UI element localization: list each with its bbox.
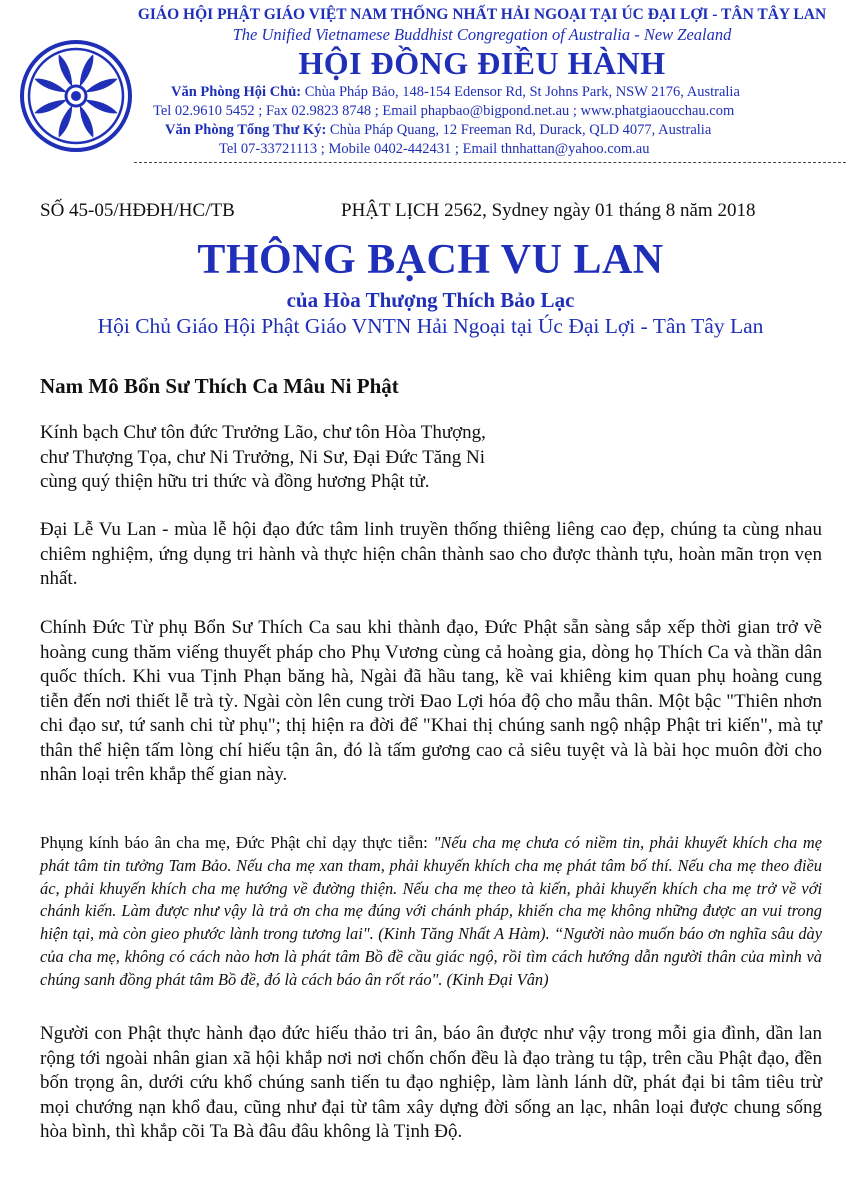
dharma-wheel-icon (18, 38, 134, 154)
greeting-line: chư Thượng Tọa, chư Ni Trưởng, Ni Sư, Đại Đức Tăng Ni (40, 446, 485, 468)
greeting-line: cùng quý thiện hữu tri thức và đồng hương Phật tử. (40, 471, 430, 492)
greeting (40, 421, 822, 495)
document-subtitle-author: của Hòa Thượng Thích Bảo Lạc (286, 288, 575, 312)
greeting-line: Kính bạch Chư tôn đức Trưởng Lão, chư tôn Hòa Thượng, (40, 422, 486, 443)
wheel-spoke (76, 53, 96, 88)
paragraph-3 (40, 832, 822, 992)
office2-line (165, 122, 711, 139)
paragraph-4: Người con Phật thực hành đạo đức hiếu thảo tri ân, báo ân được như vậy trong mỗi gia đình, dần lan rộng tới ngoài nhân gian xã hội khắp nơi nơi chốn chốn đều là đạo tràng tu tập, trên cầu Phật đạo, đền bốn trọng ân, dưới cứu khổ chúng sanh tiến tu đạo nghiệp, làm lành lánh dữ, phát đại bi tâm tiêu trừ mọi chướng nạn khổ đau, cũng như đại từ tâm xây dựng đời sống an lạc, nhân loại được chung sống hòa bình, thì khắp cõi Ta Bà đâu đâu không là Tịnh Độ. (40, 1023, 822, 1142)
organization-name-vn: GIÁO HỘI PHẬT GIÁO VIỆT NAM THỐNG NHẤT HẢI NGOẠI TẠI ÚC ĐẠI LỢI - TÂN TÂY LAN (137, 6, 827, 23)
office1-line (171, 84, 740, 101)
wheel-spoke (55, 104, 75, 139)
office1-address: Chùa Pháp Bảo, 148-154 Edensor Rd, St Johns Park, NSW 2176, Australia (304, 84, 740, 100)
letterhead (0, 0, 861, 180)
divider (134, 162, 846, 163)
wheel-spoke (76, 104, 96, 139)
reference-date: PHẬT LỊCH 2562, Sydney ngày 01 tháng 8 năm 2018 (341, 200, 756, 221)
document-title: THÔNG BẠCH VU LAN (197, 237, 664, 283)
office1-label: Văn Phòng Hội Chủ: (171, 84, 302, 100)
organization-name-en: The Unified Vietnamese Buddhist Congregation of Australia - New Zealand (232, 25, 732, 44)
paragraph-3-quote: "Nếu cha mẹ chưa có niềm tin, phải khuyết khích cha mẹ phát tâm tin tưởng Tam Bảo. Nếu cha mẹ xan tham, phải khuyến khích cha mẹ phát tâm bố thí. Nếu cha mẹ theo điều ác, phải khuyến khích cha mẹ hướng về đường thiện. Nếu cha mẹ theo tà kiến, phải khuyến khích cha mẹ trở về với chánh kiến. Làm được như vậy là trả ơn cha mẹ đúng với chánh pháp, khiến cha mẹ không những được an vui trong hiện tại, mà còn gieo phước lành trong tương lai". (Kinh Tăng Nhất A Hàm). “Người nào muốn báo ơn nghĩa sâu dày của cha mẹ, không có cách nào hơn là phát tâm Bồ đề cầu giác ngộ, rồi tìm cách hướng dẫn người thân của mình và chúng sanh đồng phát tâm Bồ đề, đó là cách báo ân rốt ráo". (Kinh Đại Vân) (40, 833, 822, 989)
wheel-spoke (33, 75, 68, 95)
document-subtitle-role: Hội Chủ Giáo Hội Phật Giáo VNTN Hải Ngoại tại Úc Đại Lợi - Tân Tây Lan (97, 314, 764, 338)
invocation-heading: Nam Mô Bổn Sư Thích Ca Mâu Ni Phật (40, 374, 399, 398)
office2-address: Chùa Pháp Quang, 12 Freeman Rd, Durack, QLD 4077, Australia (329, 122, 712, 138)
paragraph-1: Đại Lễ Vu Lan - mùa lễ hội đạo đức tâm linh truyền thống thiêng liêng cao đẹp, chúng ta cùng nhau chiêm nghiệm, ứng dụng tri hành và thực hiện chân thành sao cho được thành tựu, hoàn mãn trọn vẹn nhất. (40, 519, 822, 589)
wheel-spoke (84, 96, 119, 116)
office2-contacts: Tel 07-33721113 ; Mobile 0402-442431 ; Email thnhattan@yahoo.com.au (219, 141, 650, 157)
paragraph-3-lead: Phụng kính báo ân cha mẹ, Đức Phật chỉ dạy thực tiễn: (40, 833, 434, 852)
wheel-spoke (55, 53, 75, 88)
wheel-spoke (84, 75, 119, 95)
office1-contacts: Tel 02.9610 5452 ; Fax 02.9823 8748 ; Email phapbao@bigpond.net.au ; www.phatgiaoucchau.com (153, 103, 735, 119)
office2-label: Văn Phòng Tổng Thư Ký: (165, 122, 327, 138)
council-name: HỘI ĐỒNG ĐIỀU HÀNH (298, 45, 666, 81)
paragraph-2: Chính Đức Từ phụ Bổn Sư Thích Ca sau khi thành đạo, Đức Phật sẵn sàng sắp xếp thời gian trở về hoàng cung thăm viếng thuyết pháp cho Phụ Vương cùng cả hoàng gia, dòng họ Thích Ca và thần dân quốc thích. Khi vua Tịnh Phạn băng hà, Ngài đã hầu tang, kề vai khiêng kim quan phụ hoàng cung tiễn đến nơi thiết lễ trà tỳ. Ngài còn lên cung trời Đao Lợi hóa độ cho mẫu thân. Một bậc "Thiên nhơn chi đạo sư, tứ sanh chi từ phụ"; thị hiện ra đời để "Khai thị chúng sanh ngộ nhập Phật tri kiến", mà tự thân thể hiện tấm lòng chí hiếu tận ân, đó là tấm gương cao cả siêu tuyệt và là bài học muôn đời cho nhân loại trên khắp thế gian này. (40, 617, 822, 785)
reference-number: SỐ 45-05/HĐĐH/HC/TB (40, 200, 235, 221)
wheel-spoke (33, 96, 68, 116)
